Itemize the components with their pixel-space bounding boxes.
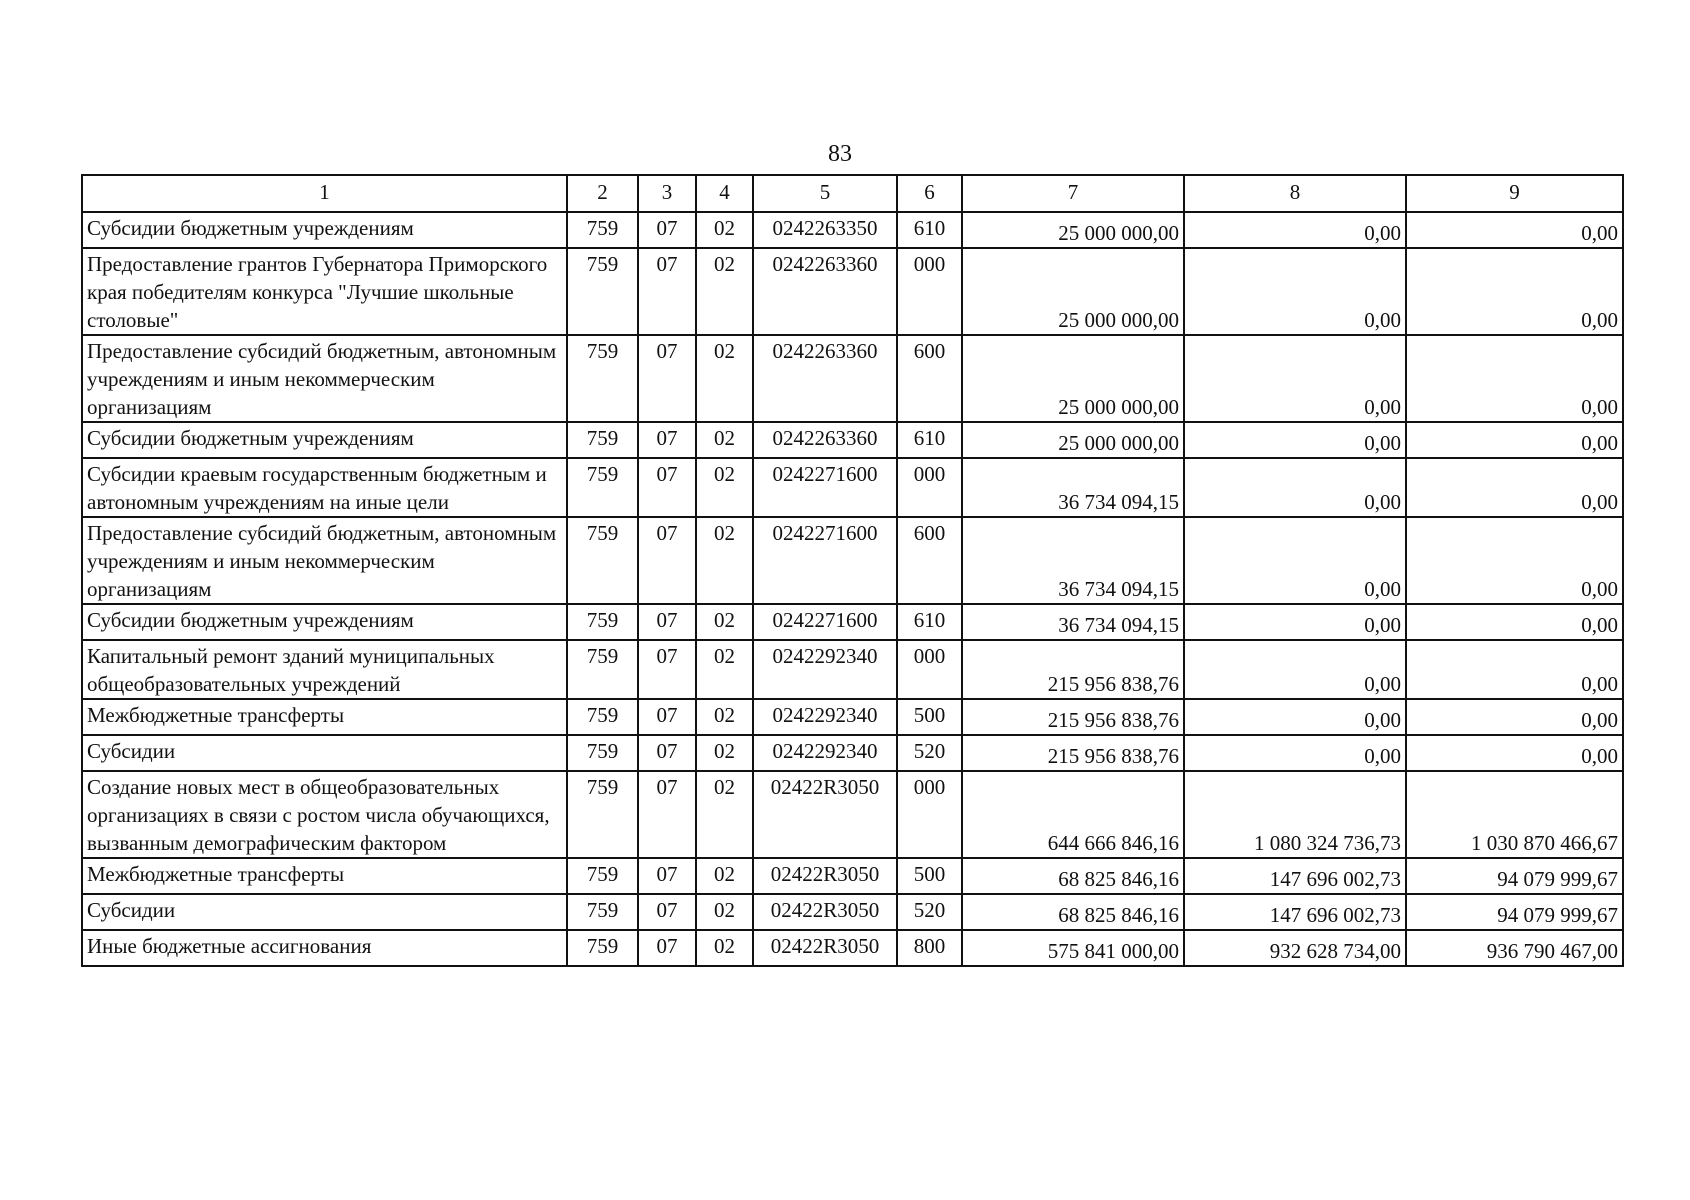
amount-col8-cell: 0,00	[1184, 248, 1406, 335]
section-cell: 07	[638, 640, 696, 699]
target-article-cell: 0242263360	[753, 248, 897, 335]
subsection-cell: 02	[696, 517, 753, 604]
column-header-3: 3	[638, 175, 696, 212]
amount-col8-cell: 0,00	[1184, 517, 1406, 604]
amount-col7-cell: 36 734 094,15	[962, 604, 1184, 640]
amount-col8-cell: 0,00	[1184, 422, 1406, 458]
row-name-cell: Иные бюджетные ассигнования	[82, 930, 567, 966]
amount-col9-cell: 0,00	[1406, 517, 1623, 604]
amount-col7-cell: 36 734 094,15	[962, 458, 1184, 517]
amount-col7-cell: 68 825 846,16	[962, 858, 1184, 894]
amount-col8-cell: 0,00	[1184, 212, 1406, 248]
table-row	[82, 771, 1623, 858]
column-header-8: 8	[1184, 175, 1406, 212]
column-header-2: 2	[567, 175, 638, 212]
section-cell: 07	[638, 894, 696, 930]
target-article-cell: 02422R3050	[753, 894, 897, 930]
row-name-cell: Субсидии	[82, 735, 567, 771]
expense-type-cell: 500	[897, 858, 962, 894]
amount-col7-cell: 36 734 094,15	[962, 517, 1184, 604]
row-name-cell: Предоставление субсидий бюджетным, автономным учреждениям и иным некоммерческим организациям	[82, 517, 567, 604]
expense-type-cell: 600	[897, 517, 962, 604]
admin-code-cell: 759	[567, 422, 638, 458]
table-row	[82, 458, 1623, 517]
amount-col7-cell: 644 666 846,16	[962, 771, 1184, 858]
table-row	[82, 335, 1623, 422]
subsection-cell: 02	[696, 640, 753, 699]
table-row	[82, 517, 1623, 604]
section-cell: 07	[638, 771, 696, 858]
amount-col9-cell: 1 030 870 466,67	[1406, 771, 1623, 858]
subsection-cell: 02	[696, 771, 753, 858]
row-name-cell: Капитальный ремонт зданий муниципальных общеобразовательных учреждений	[82, 640, 567, 699]
target-article-cell: 0242271600	[753, 458, 897, 517]
row-name-cell: Предоставление субсидий бюджетным, автономным учреждениям и иным некоммерческим организациям	[82, 335, 567, 422]
amount-col7-cell: 25 000 000,00	[962, 422, 1184, 458]
column-header-5: 5	[753, 175, 897, 212]
page-number: 83	[828, 141, 852, 167]
section-cell: 07	[638, 735, 696, 771]
section-cell: 07	[638, 212, 696, 248]
row-name-cell: Субсидии бюджетным учреждениям	[82, 212, 567, 248]
amount-col8-cell: 0,00	[1184, 335, 1406, 422]
admin-code-cell: 759	[567, 335, 638, 422]
subsection-cell: 02	[696, 894, 753, 930]
subsection-cell: 02	[696, 604, 753, 640]
target-article-cell: 0242263360	[753, 335, 897, 422]
table-body	[82, 212, 1623, 966]
subsection-cell: 02	[696, 248, 753, 335]
section-cell: 07	[638, 930, 696, 966]
target-article-cell: 02422R3050	[753, 858, 897, 894]
amount-col9-cell: 0,00	[1406, 458, 1623, 517]
table-row	[82, 212, 1623, 248]
row-name-cell: Межбюджетные трансферты	[82, 858, 567, 894]
admin-code-cell: 759	[567, 212, 638, 248]
admin-code-cell: 759	[567, 858, 638, 894]
row-name-cell: Создание новых мест в общеобразовательных организациях в связи с ростом числа обучающихся, вызванным демографическим фактором	[82, 771, 567, 858]
admin-code-cell: 759	[567, 735, 638, 771]
amount-col9-cell: 0,00	[1406, 422, 1623, 458]
admin-code-cell: 759	[567, 699, 638, 735]
expense-type-cell: 610	[897, 422, 962, 458]
row-name-cell: Субсидии	[82, 894, 567, 930]
expense-type-cell: 610	[897, 604, 962, 640]
section-cell: 07	[638, 699, 696, 735]
expense-type-cell: 000	[897, 640, 962, 699]
amount-col7-cell: 215 956 838,76	[962, 699, 1184, 735]
table-row	[82, 699, 1623, 735]
amount-col9-cell: 936 790 467,00	[1406, 930, 1623, 966]
amount-col9-cell: 0,00	[1406, 640, 1623, 699]
amount-col9-cell: 0,00	[1406, 212, 1623, 248]
amount-col9-cell: 0,00	[1406, 735, 1623, 771]
section-cell: 07	[638, 335, 696, 422]
subsection-cell: 02	[696, 212, 753, 248]
target-article-cell: 02422R3050	[753, 930, 897, 966]
column-header-7: 7	[962, 175, 1184, 212]
amount-col8-cell: 932 628 734,00	[1184, 930, 1406, 966]
amount-col7-cell: 215 956 838,76	[962, 640, 1184, 699]
admin-code-cell: 759	[567, 640, 638, 699]
section-cell: 07	[638, 517, 696, 604]
expense-type-cell: 500	[897, 699, 962, 735]
table-row	[82, 930, 1623, 966]
amount-col8-cell: 0,00	[1184, 640, 1406, 699]
table-row	[82, 248, 1623, 335]
section-cell: 07	[638, 858, 696, 894]
amount-col7-cell: 25 000 000,00	[962, 212, 1184, 248]
table-row	[82, 894, 1623, 930]
column-header-6: 6	[897, 175, 962, 212]
amount-col7-cell: 575 841 000,00	[962, 930, 1184, 966]
row-name-cell: Субсидии бюджетным учреждениям	[82, 422, 567, 458]
table-row	[82, 858, 1623, 894]
expense-type-cell: 600	[897, 335, 962, 422]
section-cell: 07	[638, 248, 696, 335]
amount-col7-cell: 25 000 000,00	[962, 335, 1184, 422]
amount-col8-cell: 1 080 324 736,73	[1184, 771, 1406, 858]
column-header-9: 9	[1406, 175, 1623, 212]
amount-col9-cell: 0,00	[1406, 248, 1623, 335]
table-row	[82, 735, 1623, 771]
expense-type-cell: 800	[897, 930, 962, 966]
amount-col8-cell: 0,00	[1184, 604, 1406, 640]
expense-type-cell: 000	[897, 771, 962, 858]
amount-col9-cell: 0,00	[1406, 335, 1623, 422]
amount-col8-cell: 0,00	[1184, 458, 1406, 517]
section-cell: 07	[638, 604, 696, 640]
budget-table	[81, 174, 1624, 967]
amount-col8-cell: 147 696 002,73	[1184, 894, 1406, 930]
admin-code-cell: 759	[567, 517, 638, 604]
amount-col7-cell: 25 000 000,00	[962, 248, 1184, 335]
amount-col9-cell: 0,00	[1406, 699, 1623, 735]
subsection-cell: 02	[696, 335, 753, 422]
row-name-cell: Межбюджетные трансферты	[82, 699, 567, 735]
target-article-cell: 0242263350	[753, 212, 897, 248]
column-header-4: 4	[696, 175, 753, 212]
table-row	[82, 640, 1623, 699]
section-cell: 07	[638, 458, 696, 517]
subsection-cell: 02	[696, 735, 753, 771]
target-article-cell: 0242263360	[753, 422, 897, 458]
expense-type-cell: 000	[897, 458, 962, 517]
admin-code-cell: 759	[567, 771, 638, 858]
admin-code-cell: 759	[567, 894, 638, 930]
subsection-cell: 02	[696, 858, 753, 894]
row-name-cell: Субсидии бюджетным учреждениям	[82, 604, 567, 640]
expense-type-cell: 610	[897, 212, 962, 248]
subsection-cell: 02	[696, 422, 753, 458]
amount-col9-cell: 0,00	[1406, 604, 1623, 640]
amount-col8-cell: 147 696 002,73	[1184, 858, 1406, 894]
subsection-cell: 02	[696, 458, 753, 517]
target-article-cell: 0242292340	[753, 699, 897, 735]
column-header-1: 1	[82, 175, 567, 212]
amount-col8-cell: 0,00	[1184, 735, 1406, 771]
expense-type-cell: 520	[897, 735, 962, 771]
admin-code-cell: 759	[567, 458, 638, 517]
amount-col8-cell: 0,00	[1184, 699, 1406, 735]
amount-col7-cell: 68 825 846,16	[962, 894, 1184, 930]
section-cell: 07	[638, 422, 696, 458]
amount-col9-cell: 94 079 999,67	[1406, 894, 1623, 930]
target-article-cell: 02422R3050	[753, 771, 897, 858]
amount-col7-cell: 215 956 838,76	[962, 735, 1184, 771]
target-article-cell: 0242271600	[753, 604, 897, 640]
admin-code-cell: 759	[567, 604, 638, 640]
subsection-cell: 02	[696, 930, 753, 966]
expense-type-cell: 520	[897, 894, 962, 930]
table-row	[82, 604, 1623, 640]
expense-type-cell: 000	[897, 248, 962, 335]
subsection-cell: 02	[696, 699, 753, 735]
admin-code-cell: 759	[567, 930, 638, 966]
row-name-cell: Субсидии краевым государственным бюджетным и автономным учреждениям на иные цели	[82, 458, 567, 517]
column-number-header-row	[82, 175, 1623, 212]
admin-code-cell: 759	[567, 248, 638, 335]
target-article-cell: 0242292340	[753, 735, 897, 771]
target-article-cell: 0242271600	[753, 517, 897, 604]
table-row	[82, 422, 1623, 458]
amount-col9-cell: 94 079 999,67	[1406, 858, 1623, 894]
target-article-cell: 0242292340	[753, 640, 897, 699]
row-name-cell: Предоставление грантов Губернатора Приморского края победителям конкурса "Лучшие школьные столовые"	[82, 248, 567, 335]
